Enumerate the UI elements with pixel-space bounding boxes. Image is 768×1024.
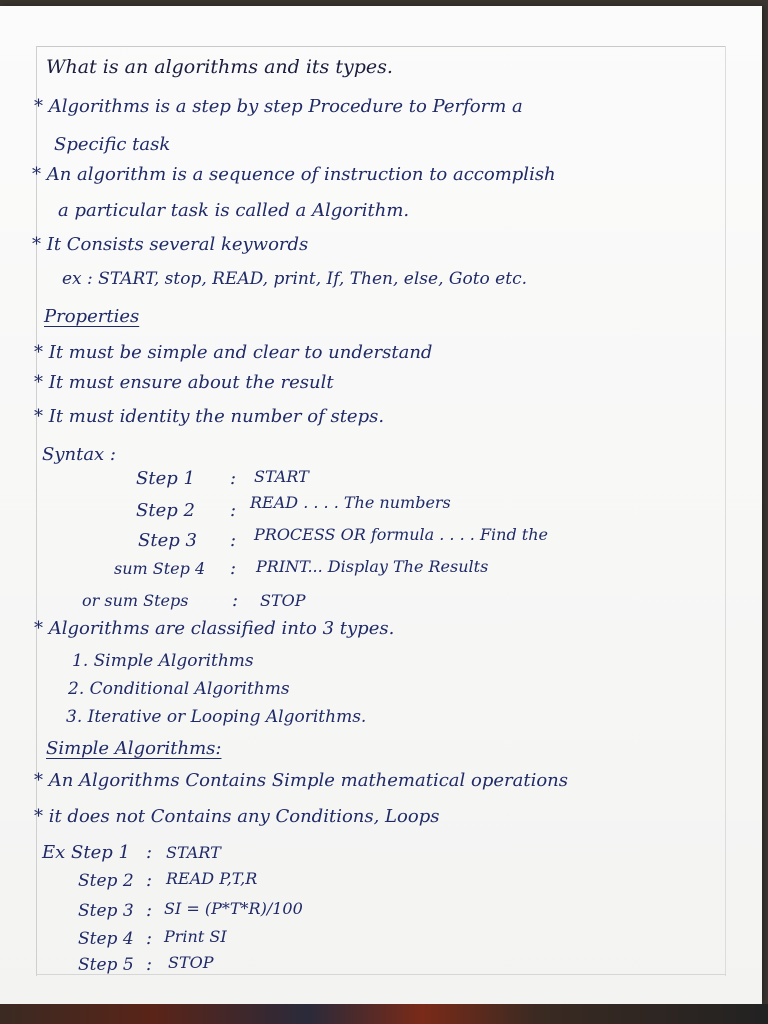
syntax-separator: : bbox=[230, 558, 237, 579]
example-step-label: Step 4 bbox=[78, 929, 134, 949]
example-step-label: Step 3 bbox=[78, 901, 134, 921]
syntax-separator: : bbox=[230, 468, 237, 489]
simple-item: * An Algorithms Contains Simple mathematical operations bbox=[34, 770, 569, 791]
syntax-step-text: PROCESS OR formula . . . . Find the bbox=[254, 525, 548, 544]
example-separator: : bbox=[146, 954, 153, 975]
syntax-step-text: READ . . . . The numbers bbox=[250, 493, 451, 512]
syntax-step-text: START bbox=[254, 467, 309, 486]
type-item: 1. Simple Algorithms bbox=[72, 651, 254, 671]
syntax-step-label: Step 3 bbox=[138, 530, 197, 551]
intro-line: * Algorithms is a step by step Procedure to Perform a bbox=[34, 96, 523, 117]
property-item: * It must identity the number of steps. bbox=[34, 406, 385, 427]
type-item: 3. Iterative or Looping Algorithms. bbox=[66, 707, 367, 727]
example-step-text: READ P,T,R bbox=[166, 869, 258, 888]
simple-item: * it does not Contains any Conditions, Loops bbox=[34, 806, 440, 827]
intro-line: ex : START, stop, READ, print, If, Then, else, Goto etc. bbox=[62, 269, 528, 289]
syntax-step-text: PRINT... Display The Results bbox=[256, 557, 489, 576]
syntax-step-label: or sum Steps bbox=[82, 591, 189, 610]
intro-line: * It Consists several keywords bbox=[32, 234, 309, 255]
page-margin-line bbox=[36, 46, 726, 47]
example-step-text: START bbox=[166, 843, 221, 862]
syntax-step-label: sum Step 4 bbox=[114, 559, 206, 578]
syntax-separator: : bbox=[232, 590, 239, 611]
example-step-text: STOP bbox=[168, 953, 214, 972]
example-separator: : bbox=[146, 928, 153, 949]
type-item: 2. Conditional Algorithms bbox=[68, 679, 290, 699]
example-separator: : bbox=[146, 870, 153, 891]
property-item: * It must ensure about the result bbox=[34, 372, 334, 393]
intro-line: a particular task is called a Algorithm. bbox=[58, 200, 410, 221]
photo-background-bottom bbox=[0, 1004, 768, 1024]
page-title: What is an algorithms and its types. bbox=[46, 56, 393, 78]
example-step-label: Step 5 bbox=[78, 955, 134, 975]
syntax-heading: Syntax : bbox=[42, 444, 116, 465]
syntax-step-label: Step 2 bbox=[136, 500, 195, 521]
property-item: * It must be simple and clear to understand bbox=[34, 342, 433, 363]
syntax-separator: : bbox=[230, 530, 237, 551]
syntax-separator: : bbox=[230, 500, 237, 521]
types-intro: * Algorithms are classified into 3 types. bbox=[34, 618, 395, 639]
syntax-step-label: Step 1 bbox=[136, 468, 195, 489]
intro-line: Specific task bbox=[54, 134, 171, 155]
example-separator: : bbox=[146, 842, 153, 863]
properties-heading: Properties bbox=[44, 306, 140, 327]
example-step-text: Print SI bbox=[164, 927, 227, 946]
simple-algorithms-heading: Simple Algorithms: bbox=[46, 738, 222, 759]
example-step-label: Ex Step 1 bbox=[42, 842, 130, 863]
intro-line: * An algorithm is a sequence of instruction to accomplish bbox=[32, 164, 556, 185]
example-step-label: Step 2 bbox=[78, 871, 134, 891]
example-step-text: SI = (P*T*R)/100 bbox=[164, 899, 303, 918]
syntax-step-text: STOP bbox=[260, 591, 306, 610]
page-margin-line bbox=[36, 974, 726, 975]
page-margin-line bbox=[725, 46, 726, 976]
example-separator: : bbox=[146, 900, 153, 921]
